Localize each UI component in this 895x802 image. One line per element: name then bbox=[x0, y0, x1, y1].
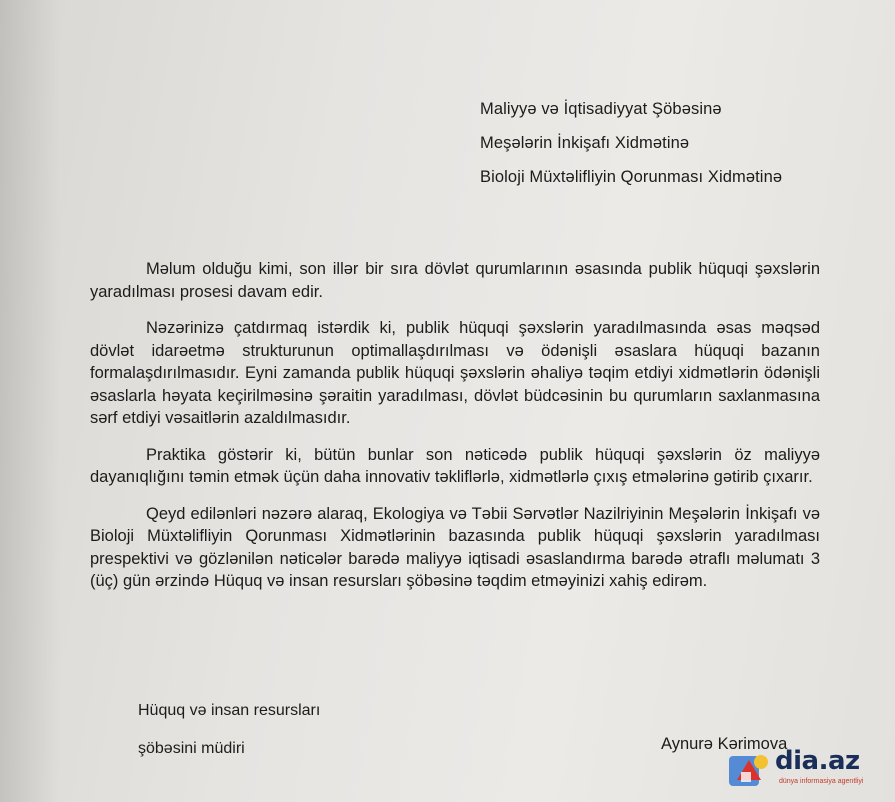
watermark-tagline: dünya informasiya agentliyi bbox=[779, 778, 864, 785]
watermark-brand: dia.az bbox=[775, 746, 860, 776]
addressee-line: Maliyyə və İqtisadiyyat Şöbəsinə bbox=[480, 100, 722, 118]
signatory-title bbox=[138, 692, 320, 768]
watermark bbox=[727, 744, 877, 794]
letter-body bbox=[90, 258, 820, 607]
body-paragraph: Məlum olduğu kimi, son illər bir sıra dövlət qurumlarının əsasında publik hüquqi şəxslərin yaradılması prosesi davam edir. bbox=[90, 260, 820, 301]
addressee-block bbox=[480, 92, 782, 194]
signatory-title-line: Hüquq və insan resursları bbox=[138, 702, 321, 719]
addressee-line: Bioloji Müxtəlifliyin Qorunması Xidmətinə bbox=[480, 168, 783, 186]
dia-logo-icon bbox=[727, 750, 771, 790]
signatory-name: Aynurə Kərimova bbox=[661, 735, 788, 753]
addressee-line: Meşələrin İnkişafı Xidmətinə bbox=[480, 134, 690, 152]
body-paragraph: Qeyd edilənləri nəzərə alaraq, Ekologiya və Təbii Sərvətlər Nazilriyinin Meşələrin İnkişafı və Bioloji Müxtəlifliyin Qorunması Xidmətlərinin bazasında publik hüquqi şəxslərin yaradılması prespektivi və gözlənilən nəticələr barədə maliyyə iqtisadi əsaslandırma barədə ətraflı məlumatı 3 (üç) gün ərzində Hüquq və insan resursları şöbəsinə təqdim etməyinizi xahiş edirəm. bbox=[90, 504, 820, 590]
body-paragraph: Praktika göstərir ki, bütün bunlar son nəticədə publik hüquqi şəxslərin öz maliyyə dayanıqlığını təmin etmək üçün daha innovativ təkliflərlə, xidmətlərlə çıxış etmələrinə gətirib çıxarır. bbox=[90, 445, 820, 486]
page-edge-shadow bbox=[0, 0, 60, 802]
body-paragraph: Nəzərinizə çatdırmaq istərdik ki, publik hüquqi şəxslərin yaradılmasında əsas məqsəd dövlət idarəetmə strukturunun optimallaşdırılması və ödənişli əsaslara hüquqi bazanın formalaşdırılmasıdır. Eyni zamanda publik hüquqi şəxslərin əhaliyə təqim etdiyi xidmətlərin ödənişli əsaslarla həyata keçirilməsinə şəraitin yaradılması, dövlət büdcəsinin bu qurumların saxlanmasına sərf etdiyi vəsaitlərin azaldılmasıdır. bbox=[90, 319, 820, 427]
signatory-title-line: şöbəsini müdiri bbox=[138, 740, 245, 757]
